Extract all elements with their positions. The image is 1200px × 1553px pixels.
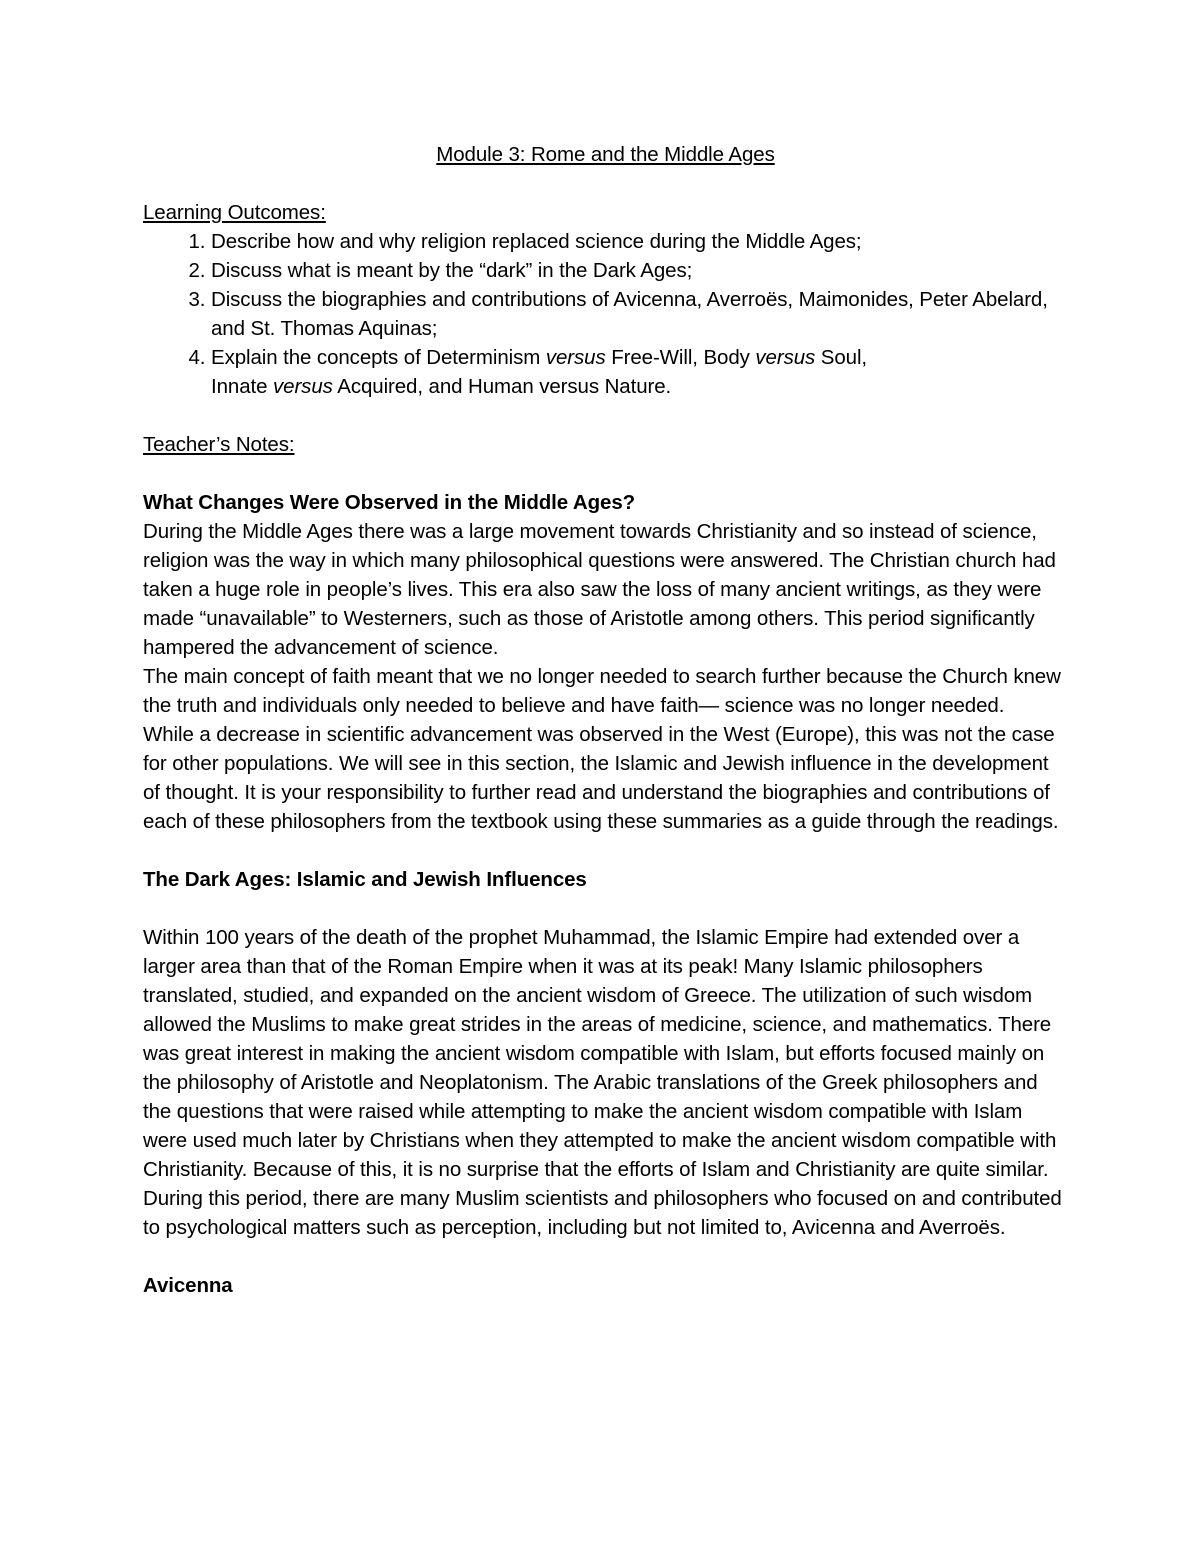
outcome-emphasis: versus bbox=[273, 375, 333, 398]
outcome-text: Explain the concepts of Determinism bbox=[211, 346, 546, 369]
outcome-item bbox=[211, 343, 1068, 401]
section-heading: The Dark Ages: Islamic and Jewish Influences bbox=[143, 868, 587, 891]
outcome-text: Innate bbox=[211, 375, 273, 398]
body-paragraph: During the Middle Ages there was a large movement towards Christianity and so instead of science, religion was the way in which many philosophical questions were answered. The Christian church had taken a huge role in people’s lives. This era also saw the loss of many ancient writings, as they were made “unavailable” to Westerners, such as those of Aristotle among others. This period significantly hampered the advancement of science. bbox=[143, 520, 1056, 659]
document-page bbox=[143, 140, 1068, 1300]
outcome-emphasis: versus bbox=[755, 346, 816, 369]
body-paragraph: While a decrease in scientific advancement was observed in the West (Europe), this was not the case for other populations. We will see in this section, the Islamic and Jewish influence in the development of thought. It is your responsibility to further read and understand the biographies and contributions of each of these philosophers from the textbook using these summaries as a guide through the readings. bbox=[143, 723, 1059, 833]
outcome-emphasis: versus bbox=[545, 346, 606, 369]
outcome-item: 3. Discuss the biographies and contributions of Avicenna, Averroës, Maimonides, Peter Abelard, and St. Thomas Aquinas; bbox=[211, 285, 1068, 343]
document-title: Module 3: Rome and the Middle Ages bbox=[436, 143, 775, 166]
outcome-text: Soul, bbox=[815, 346, 868, 369]
section-heading: Avicenna bbox=[143, 1274, 233, 1297]
learning-outcomes-list bbox=[143, 227, 1068, 401]
outcome-item: 1. Describe how and why religion replaced science during the Middle Ages; bbox=[211, 227, 1068, 256]
outcome-item: 2. Discuss what is meant by the “dark” in the Dark Ages; bbox=[211, 256, 1068, 285]
section-heading: What Changes Were Observed in the Middle Ages? bbox=[143, 491, 636, 514]
outcome-text: Acquired, and Human versus Nature. bbox=[332, 375, 672, 398]
body-paragraph: Within 100 years of the death of the prophet Muhammad, the Islamic Empire had extended over a larger area than that of the Roman Empire when it was at its peak! Many Islamic philosophers translated, studied, and expanded on the ancient wisdom of Greece. The utilization of such wisdom allowed the Muslims to make great strides in the areas of medicine, science, and mathematics. There was great interest in making the ancient wisdom compatible with Islam, but efforts focused mainly on the philosophy of Aristotle and Neoplatonism. The Arabic translations of the Greek philosophers and the questions that were raised while attempting to make the ancient wisdom compatible with Islam were used much later by Christians when they attempted to make the ancient wisdom compatible with Christianity. Because of this, it is no surprise that the efforts of Islam and Christianity are quite similar. During this period, there are many Muslim scientists and philosophers who focused on and contributed to psychological matters such as perception, including but not limited to, Avicenna and Averroës. bbox=[143, 926, 1062, 1239]
outcome-text: Free-Will, Body bbox=[605, 346, 756, 369]
body-paragraph: The main concept of faith meant that we no longer needed to search further because the Church knew the truth and individuals only needed to believe and have faith— science was no longer needed. bbox=[143, 665, 1061, 717]
learning-outcomes-label: Learning Outcomes: bbox=[143, 201, 326, 224]
teachers-notes-label: Teacher’s Notes: bbox=[143, 433, 295, 456]
